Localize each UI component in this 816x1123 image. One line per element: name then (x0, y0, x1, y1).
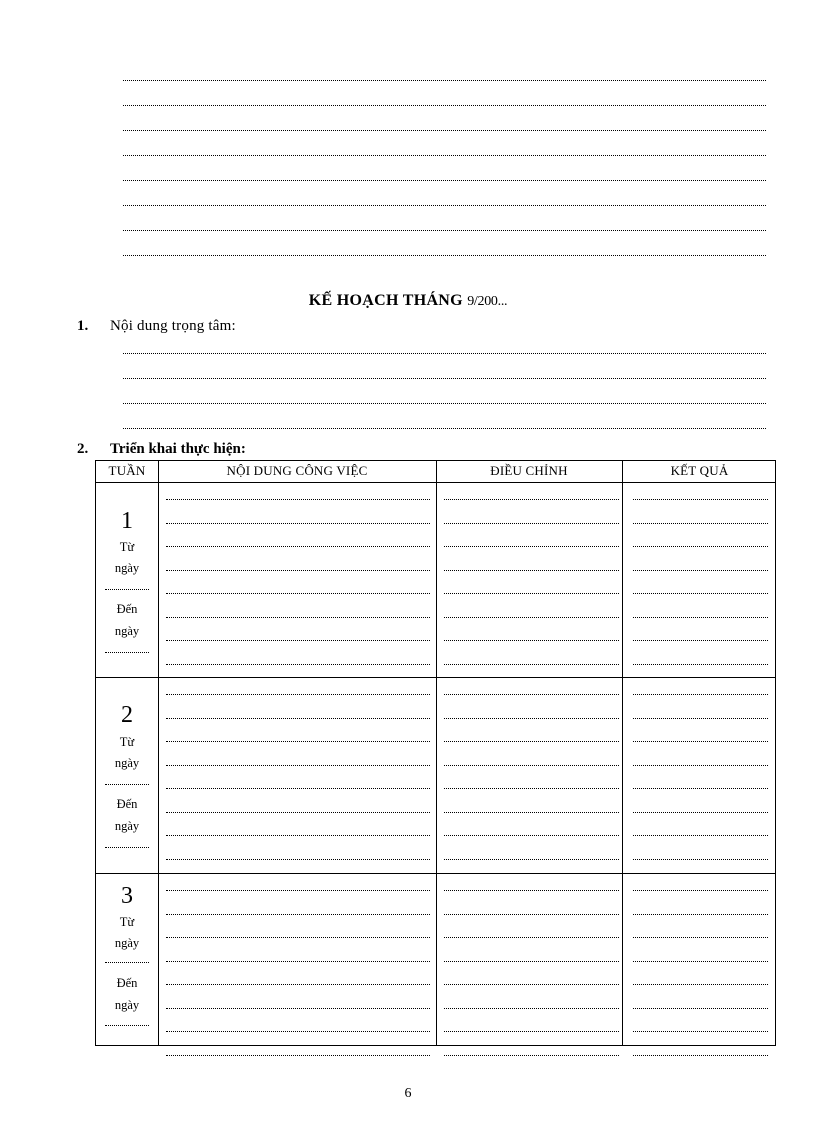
result-line[interactable] (633, 523, 768, 524)
result-line[interactable] (633, 593, 768, 594)
content-line[interactable] (166, 765, 430, 766)
result-line[interactable] (633, 741, 768, 742)
header-result: KẾT QUẢ (670, 463, 729, 478)
content-line[interactable] (166, 812, 430, 813)
dotted-line[interactable] (123, 255, 766, 256)
result-line[interactable] (633, 1055, 768, 1056)
content-line[interactable] (166, 718, 430, 719)
adjustment-line[interactable] (444, 1055, 619, 1056)
adjustment-line[interactable] (444, 765, 619, 766)
content-line[interactable] (166, 640, 430, 641)
result-line[interactable] (633, 1031, 768, 1032)
dotted-line[interactable] (123, 403, 766, 404)
dotted-line[interactable] (123, 155, 766, 156)
content-line[interactable] (166, 788, 430, 789)
adjustment-line[interactable] (444, 937, 619, 938)
adjustment-line[interactable] (444, 984, 619, 985)
adjustment-line[interactable] (444, 1008, 619, 1009)
dotted-line[interactable] (123, 378, 766, 379)
result-line[interactable] (633, 765, 768, 766)
week-to-label: Đến (116, 797, 138, 811)
week-to-unit: ngày (114, 819, 140, 833)
dotted-line[interactable] (123, 230, 766, 231)
adjustment-line[interactable] (444, 593, 619, 594)
result-line[interactable] (633, 812, 768, 813)
adjustment-line[interactable] (444, 640, 619, 641)
result-line[interactable] (633, 961, 768, 962)
week-from-unit: ngày (114, 936, 140, 950)
content-line[interactable] (166, 937, 430, 938)
adjustment-line[interactable] (444, 961, 619, 962)
dotted-line[interactable] (123, 180, 766, 181)
plan-title-text: KẾ HOẠCH THÁNG (308, 292, 463, 309)
content-line[interactable] (166, 984, 430, 985)
dotted-line[interactable] (123, 428, 766, 429)
dotted-line[interactable] (123, 130, 766, 131)
adjustment-line[interactable] (444, 617, 619, 618)
content-line[interactable] (166, 1008, 430, 1009)
result-line[interactable] (633, 718, 768, 719)
header-adjustment: ĐIỀU CHỈNH (490, 463, 568, 478)
week-to-unit: ngày (114, 998, 140, 1012)
to-date-field[interactable] (105, 1025, 149, 1026)
week-to-unit: ngày (114, 624, 140, 638)
result-line[interactable] (633, 937, 768, 938)
content-line[interactable] (166, 1055, 430, 1056)
week-from-label: Từ (119, 915, 135, 929)
plan-table (95, 460, 776, 1046)
content-line[interactable] (166, 546, 430, 547)
week-from-unit: ngày (114, 561, 140, 575)
to-date-field[interactable] (105, 652, 149, 653)
section-number: 1. (77, 318, 89, 334)
result-line[interactable] (633, 835, 768, 836)
content-line[interactable] (166, 664, 430, 665)
adjustment-line[interactable] (444, 859, 619, 860)
plan-month: 9/200... (467, 294, 508, 309)
adjustment-line[interactable] (444, 788, 619, 789)
adjustment-line[interactable] (444, 890, 619, 891)
dotted-line[interactable] (123, 80, 766, 81)
adjustment-line[interactable] (444, 1031, 619, 1032)
content-line[interactable] (166, 570, 430, 571)
content-line[interactable] (166, 890, 430, 891)
result-line[interactable] (633, 984, 768, 985)
result-line[interactable] (633, 914, 768, 915)
week-from-label: Từ (119, 735, 135, 749)
result-line[interactable] (633, 570, 768, 571)
week-from-unit: ngày (114, 756, 140, 770)
result-line[interactable] (633, 499, 768, 500)
content-line[interactable] (166, 523, 430, 524)
from-date-field[interactable] (105, 589, 149, 590)
page-number: 6 (404, 1086, 412, 1101)
content-line[interactable] (166, 593, 430, 594)
week-number: 1 (121, 508, 133, 534)
result-line[interactable] (633, 664, 768, 665)
adjustment-line[interactable] (444, 914, 619, 915)
content-line[interactable] (166, 741, 430, 742)
result-line[interactable] (633, 546, 768, 547)
result-line[interactable] (633, 1008, 768, 1009)
week-to-label: Đến (116, 976, 138, 990)
content-line[interactable] (166, 617, 430, 618)
adjustment-line[interactable] (444, 718, 619, 719)
adjustment-line[interactable] (444, 570, 619, 571)
adjustment-line[interactable] (444, 523, 619, 524)
result-line[interactable] (633, 788, 768, 789)
from-date-field[interactable] (105, 962, 149, 963)
section-number: 2. (77, 441, 89, 457)
content-line[interactable] (166, 694, 430, 695)
adjustment-line[interactable] (444, 664, 619, 665)
section-title: Nội dung trọng tâm: (110, 318, 236, 334)
content-line[interactable] (166, 835, 430, 836)
adjustment-line[interactable] (444, 741, 619, 742)
to-date-field[interactable] (105, 847, 149, 848)
content-line[interactable] (166, 1031, 430, 1032)
content-line[interactable] (166, 914, 430, 915)
adjustment-line[interactable] (444, 835, 619, 836)
content-line[interactable] (166, 499, 430, 500)
week-number: 3 (121, 883, 133, 909)
adjustment-line[interactable] (444, 812, 619, 813)
adjustment-line[interactable] (444, 499, 619, 500)
content-line[interactable] (166, 859, 430, 860)
section-title: Triển khai thực hiện: (110, 441, 246, 457)
header-content: NỘI DUNG CÔNG VIỆC (226, 463, 368, 478)
adjustment-line[interactable] (444, 694, 619, 695)
dotted-line[interactable] (123, 105, 766, 106)
dotted-line[interactable] (123, 353, 766, 354)
result-line[interactable] (633, 859, 768, 860)
dotted-line[interactable] (123, 205, 766, 206)
result-line[interactable] (633, 640, 768, 641)
week-number: 2 (121, 702, 133, 728)
result-line[interactable] (633, 617, 768, 618)
adjustment-line[interactable] (444, 546, 619, 547)
content-line[interactable] (166, 961, 430, 962)
from-date-field[interactable] (105, 784, 149, 785)
plan-title (0, 292, 816, 310)
result-line[interactable] (633, 890, 768, 891)
result-line[interactable] (633, 694, 768, 695)
header-week: TUẦN (108, 463, 146, 478)
week-from-label: Từ (119, 540, 135, 554)
week-to-label: Đến (116, 602, 138, 616)
